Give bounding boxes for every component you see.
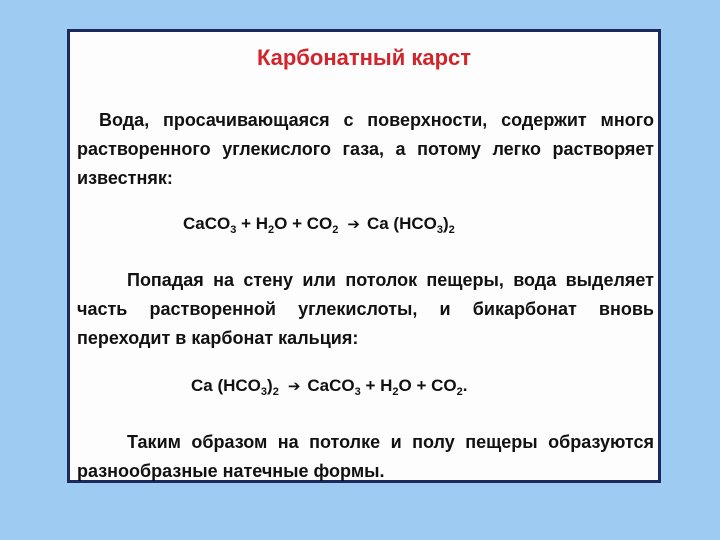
paragraph-conclusion: Таким образом на потолке и полу пещеры образуются разнообразные натечные формы. (77, 432, 654, 481)
paragraph-dissolution: Вода, просачивающаяся с поверхности, содержит много растворенного углекислого газа, а потому легко растворяет известняк: (77, 110, 654, 188)
slide-card (67, 29, 661, 483)
slide-title: Карбонатный карст (256, 45, 472, 70)
equation-dissolution: CaCO$_3$ + $H_2O + CO_2$ ➔ Ca $(HCO_3)_2$ (183, 214, 455, 236)
arrow-icon: ➔ (287, 378, 301, 395)
equation-precipitation: Ca $(HCO_3)_2$ ➔ CaCO$_3$ + $H_2O + CO_2$. (191, 376, 468, 398)
paragraph-precipitation: Попадая на стену или потолок пещеры, вода выделяет часть растворенной углекислоты, и бикарбонат вновь переходит в карбонат кальция: (77, 270, 654, 348)
arrow-icon: ➔ (347, 216, 360, 233)
